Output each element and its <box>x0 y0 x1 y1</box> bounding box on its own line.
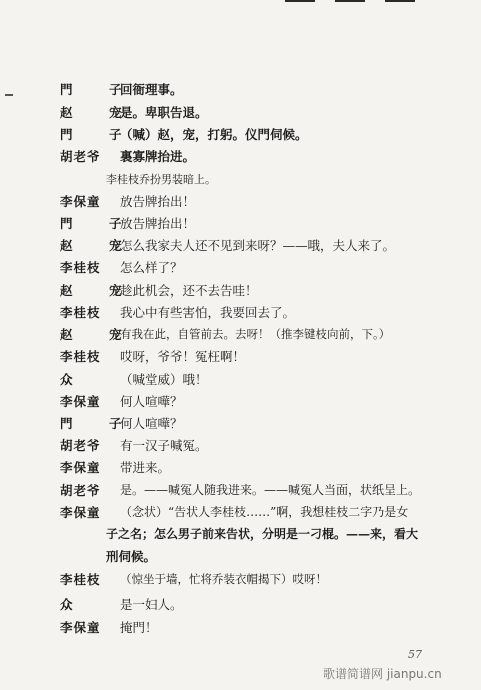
line-text: 怎么样了？ <box>120 260 183 275</box>
speaker-name: 李保童 <box>60 460 101 475</box>
site-watermark: 歌谱简谱网 jianpu.cn <box>323 667 442 681</box>
line-text: 是。——喊冤人随我进来。——喊冤人当面，状纸呈上。 <box>120 483 421 497</box>
line-text: 放告牌抬出！ <box>120 216 196 231</box>
speaker-name: 李保童 <box>60 394 101 409</box>
line-text: 哎呀，爷爷！冤枉啊！ <box>120 349 246 364</box>
line-text: 何人喧嘩？ <box>120 394 183 409</box>
line-text: （惊坐于墙，忙将乔装衣帽揭下）哎呀！ <box>120 572 327 586</box>
speaker-name: 赵 宠 <box>60 105 134 120</box>
line-text: 刑伺候。 <box>106 549 157 564</box>
speaker-name: 門 子 <box>60 127 134 142</box>
line-text: 有我在此，自管前去。去呀！（推李键枝向前，下。） <box>120 327 391 341</box>
speaker-name: 李保童 <box>60 505 101 520</box>
line-text: 放告牌抬出！ <box>120 194 196 209</box>
speaker-name: 李桂枝 <box>60 305 101 320</box>
speaker-name: 赵 宠 <box>60 283 134 298</box>
speaker-name: 赵 宠 <box>60 327 134 342</box>
page-number: 57 <box>408 648 422 661</box>
line-text: （喊堂威）哦！ <box>120 372 208 387</box>
line-text: 回衙理事。 <box>120 82 183 97</box>
line-text: （喊）赵，宠，打躬。仪門伺候。 <box>120 127 308 142</box>
speaker-name: 众 <box>60 597 74 612</box>
line-text: 有一汉子喊冤。 <box>120 438 208 453</box>
speaker-name: 李桂枝 <box>60 260 101 275</box>
speaker-name: 赵 宠 <box>60 238 134 253</box>
speaker-name: 門 子 <box>60 416 134 431</box>
speaker-name: 胡老爷 <box>60 149 101 164</box>
line-text: 怎么我家夫人还不见到来呀？——哦，夫人来了。 <box>120 238 396 253</box>
speaker-name: 門 子 <box>60 216 134 231</box>
stage-direction-text: 李桂枝乔扮男装暗上。 <box>106 173 216 186</box>
line-text: 是一妇人。 <box>120 597 183 612</box>
line-text: 趁此机会，还不去告哇！ <box>120 283 258 298</box>
speaker-name: 胡老爷 <box>60 438 101 453</box>
line-text: 裏寡牌抬进。 <box>120 149 196 164</box>
line-text: 我心中有些害怕，我要回去了。 <box>120 305 296 320</box>
speaker-name: 胡老爷 <box>60 483 101 498</box>
speaker-name: 李桂枝 <box>60 572 101 587</box>
line-text: 是。卑职告退。 <box>120 105 208 120</box>
speaker-name: 众 <box>60 372 74 387</box>
line-text: 掩門！ <box>120 620 158 635</box>
speaker-name: 李桂枝 <box>60 349 101 364</box>
line-text: 何人喧嘩？ <box>120 416 183 431</box>
speaker-name: 李保童 <box>60 620 101 635</box>
line-text: （念状）“告状人李桂枝……”啊，我想桂枝二字乃是女 <box>120 505 409 519</box>
line-text: 带进来。 <box>120 460 171 475</box>
speaker-name: 李保童 <box>60 194 101 209</box>
speaker-name: 門 子 <box>60 82 134 97</box>
line-text: 子之名；怎么男子前来告状，分明是一刁棍。——来，看大 <box>106 527 419 541</box>
